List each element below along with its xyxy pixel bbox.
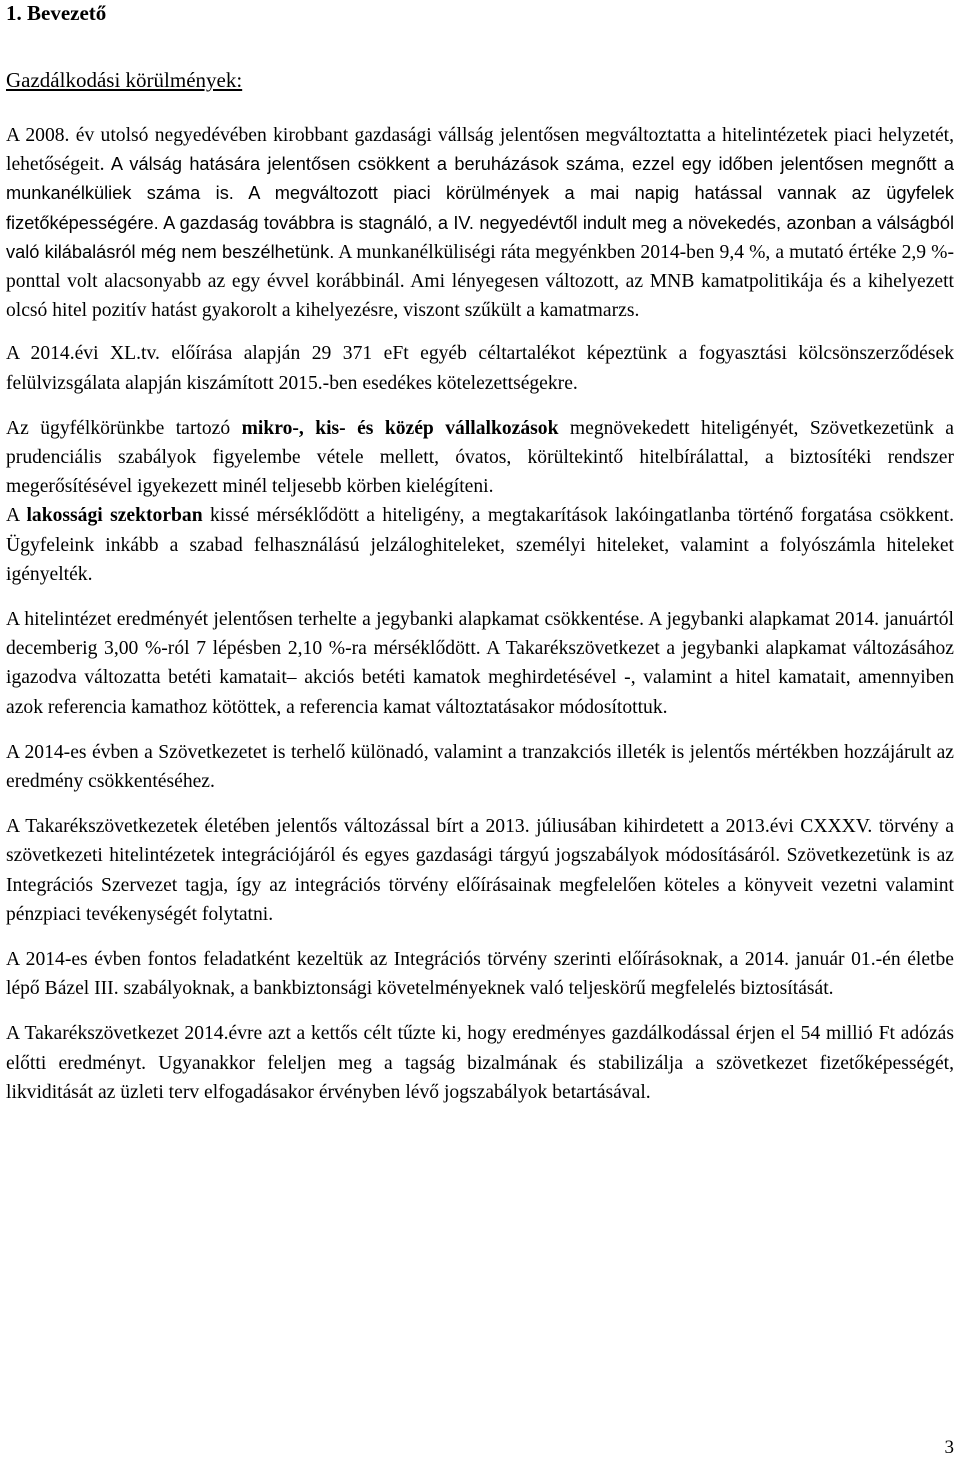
section-heading: 1. Bevezető [6,1,107,25]
paragraph-text: kissé mérséklődött a hiteligény, a megtakarítások lakóingatlanba történő forgatása csökkent. Ügyfeleink inkább a szabad felhasználású jelzáloghiteleket, személyi hiteleket, valamint a folyószámla hiteleket igényelték. [6,505,954,585]
document-body [6,121,954,1107]
paragraph-text: A [6,505,27,527]
paragraph-retail [6,501,954,589]
paragraph-text: A válság hatására jelentősen csökkent a beruházások száma, ezzel egy időben jelentősen megnőtt a munkanélküliek száma is. A megváltozott piaci körülmények a mai napig hatással vannak az ügyfelek fizetőképességére. A gazdaság továbbra is stagnáló, a IV. negyedévtől indult meg a növekedés, azonban a válságból való kilábalásról még nem beszélhetünk. [6,154,954,262]
paragraph-base-rate: A hitelintézet eredményét jelentősen terhelte a jegybanki alapkamat csökkentése. A jegybanki alapkamat 2014. januártól decemberig 3,00 %-ról 7 lépésben 2,10 %-ra mérséklődött. A Takarékszövetkezet a jegybanki alapkamat változásához igazodva változatta betéti kamatait– akciós betéti kamatok meghirdetésével -, valamint a hitel kamatait, amennyiben azok referencia kamathoz kötöttek, a referencia kamat változtatásakor módosítottuk. [6,609,954,718]
paragraph-text: A munkanélküliségi ráta megyénkben 2014-ben 9,4 %, a mutató értéke 2,9 %-ponttal volt alacsonyabb az egy évvel korábbinál. Ami lényegesen változott, az MNB kamatpolitikája és a kihelyezett olcsó hitel pozitív hatást gyakorolt a kihelyezésre, viszont szűkült a kamatmarzs. [6,241,955,322]
paragraph-text: megnövekedett hiteligényét, Szövetkezetünk a prudenciális szabályok figyelembe vétele mellett, óvatos, körültekintő hitelbírálattal, a biztosítéki rendszer megerősítésével igyekezett minél teljesebb körben kielégíteni. [6,417,954,498]
subheading: Gazdálkodási körülmények: [6,68,243,92]
bold-text: lakossági szektorban [26,505,203,527]
paragraph-goals: A Takarékszövetkezet 2014.évre azt a kettős célt tűzte ki, hogy eredményes gazdálkodással érjen el 54 millió Ft adózás előtti eredményt. Ugyanakkor feleljen meg a tagság bizalmának és stabilizálja a szövetkezet fizetőképességét, likviditását az üzleti terv elfogadásakor érvényben lévő jogszabályok betartásával. [6,1023,954,1103]
page-number: 3 [944,1437,954,1458]
bold-text: mikro-, kis- és közép vállalkozások [241,417,559,439]
paragraph-text: Az ügyfélkörünkbe tartozó [6,417,242,439]
paragraph-basel: A 2014-es évben fontos feladatként kezeltük az Integrációs törvény szerinti előírásoknak, a 2014. január 01.-én életbe lépő Bázel III. szabályoknak, a bankbiztonsági követelményeknek való teljeskörű megfelelés biztosítását. [6,949,954,1000]
paragraph-economic-conditions [6,121,954,325]
paragraph-sme [6,414,954,502]
paragraph-provision: A 2014.évi XL.tv. előírása alapján 29 371 eFt egyéb céltartalékot képeztünk a fogyasztási kölcsönszerződések felülvizsgálata alapján kiszámított 2015.-ben esedékes kötelezettségekre. [6,343,954,394]
paragraph-integration-law: A Takarékszövetkezetek életében jelentős változással bírt a 2013. júliusában kihirdetett a 2013.évi CXXXV. törvény a szövetkezeti hitelintézetek integrációjáról és egyes gazdasági tárgyú jogszabályok módosításáról. Szövetkezetünk is az Integrációs Szervezet tagja, így az integrációs törvény előírásainak megfelelően köteles a könyveit vezetni valamint pénzpiaci tevékenységét folytatni. [6,816,954,925]
paragraph-text: A 2008. év utolsó negyedévében kirobbant gazdasági vállság jelentősen megváltoztatta a hitelintézetek piaci helyzetét, lehetőségeit. [6,125,954,176]
paragraph-special-tax: A 2014-es évben a Szövetkezetet is terhelő különadó, valamint a tranzakciós illeték is jelentős mértékben hozzájárult az eredmény csökkentéséhez. [6,741,954,793]
